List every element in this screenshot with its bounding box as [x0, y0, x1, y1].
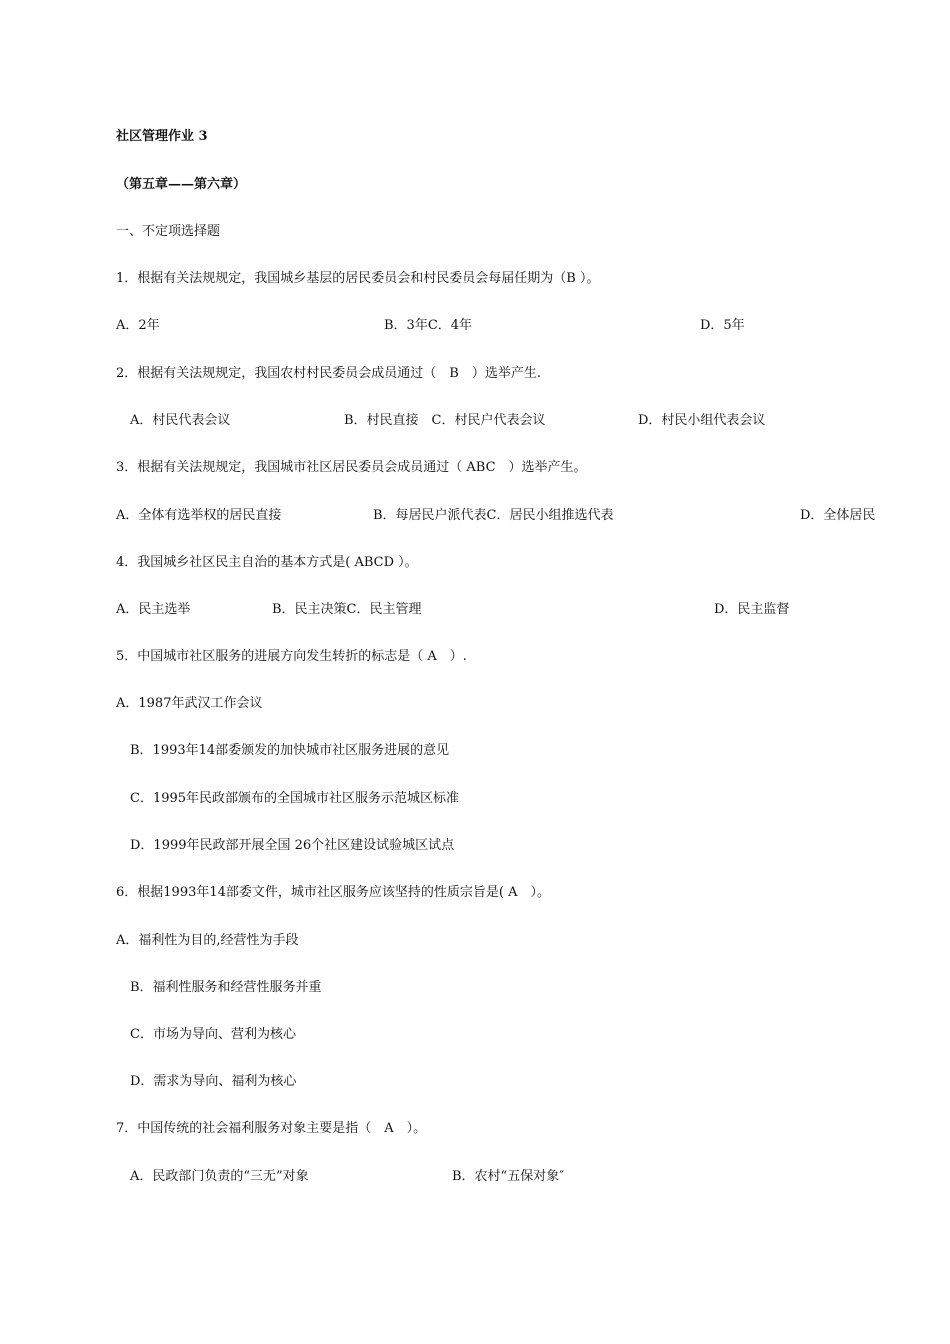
- q7-option-a: A．民政部门负责的“三无”对象: [130, 1169, 309, 1184]
- question-2: 2．根据有关法规规定，我国农村村民委员会成员通过（ B ）选举产生.: [116, 366, 541, 381]
- q2-option-a: A．村民代表会议: [130, 413, 231, 428]
- q3-option-a: A．全体有选举权的居民直接: [116, 508, 282, 523]
- q5-option-d: D．1999年民政部开展全国 26个社区建设试验城区试点: [130, 838, 455, 853]
- q6-option-a: A．福利性为目的,经营性为手段: [116, 933, 299, 948]
- q1-option-bc: B．3年C．4年: [384, 318, 473, 333]
- q6-option-b: B．福利性服务和经营性服务并重: [130, 980, 322, 995]
- q3-option-d: D．全体居民: [800, 508, 876, 523]
- question-4: 4．我国城乡社区民主自治的基本方式是( ABCD ）。: [116, 555, 418, 570]
- chapter-range: （第五章——第六章）: [116, 177, 247, 192]
- question-7: 7．中国传统的社会福利服务对象主要是指（ A ）。: [116, 1121, 427, 1136]
- question-5: 5．中国城市社区服务的进展方向发生转折的标志是（ A ）.: [116, 649, 467, 664]
- q2-option-bc: B．村民直接 C．村民户代表会议: [344, 413, 546, 428]
- section-heading: 一、不定项选择题: [116, 224, 221, 239]
- q1-option-d: D．5年: [700, 318, 745, 333]
- q2-option-d: D．村民小组代表会议: [638, 413, 766, 428]
- q1-option-a: A．2年: [116, 318, 160, 333]
- q3-option-bc: B．每居民户派代表C．居民小组推选代表: [373, 508, 614, 523]
- q4-option-bc: B．民主决策C．民主管理: [272, 602, 422, 617]
- q4-option-d: D．民主监督: [714, 602, 790, 617]
- q5-option-c: C．1995年民政部颁布的全国城市社区服务示范城区标准: [130, 791, 460, 806]
- question-1: 1．根据有关法规规定，我国城乡基层的居民委员会和村民委员会每届任期为（B ）。: [116, 271, 600, 286]
- q5-option-a: A．1987年武汉工作会议: [116, 696, 263, 711]
- q6-option-d: D．需求为导向、福利为核心: [130, 1074, 297, 1089]
- question-3: 3．根据有关法规规定，我国城市社区居民委员会成员通过（ ABC ）选举产生。: [116, 460, 587, 475]
- question-6: 6．根据1993年14部委文件，城市社区服务应该坚持的性质宗旨是( A ）。: [116, 885, 550, 900]
- q5-option-b: B．1993年14部委颁发的加快城市社区服务进展的意见: [130, 743, 450, 758]
- q7-option-b: B．农村“五保对象″: [452, 1169, 565, 1184]
- q6-option-c: C．市场为导向、营利为核心: [130, 1027, 296, 1042]
- q4-option-a: A．民主选举: [116, 602, 191, 617]
- document-title: 社区管理作业 3: [116, 129, 208, 144]
